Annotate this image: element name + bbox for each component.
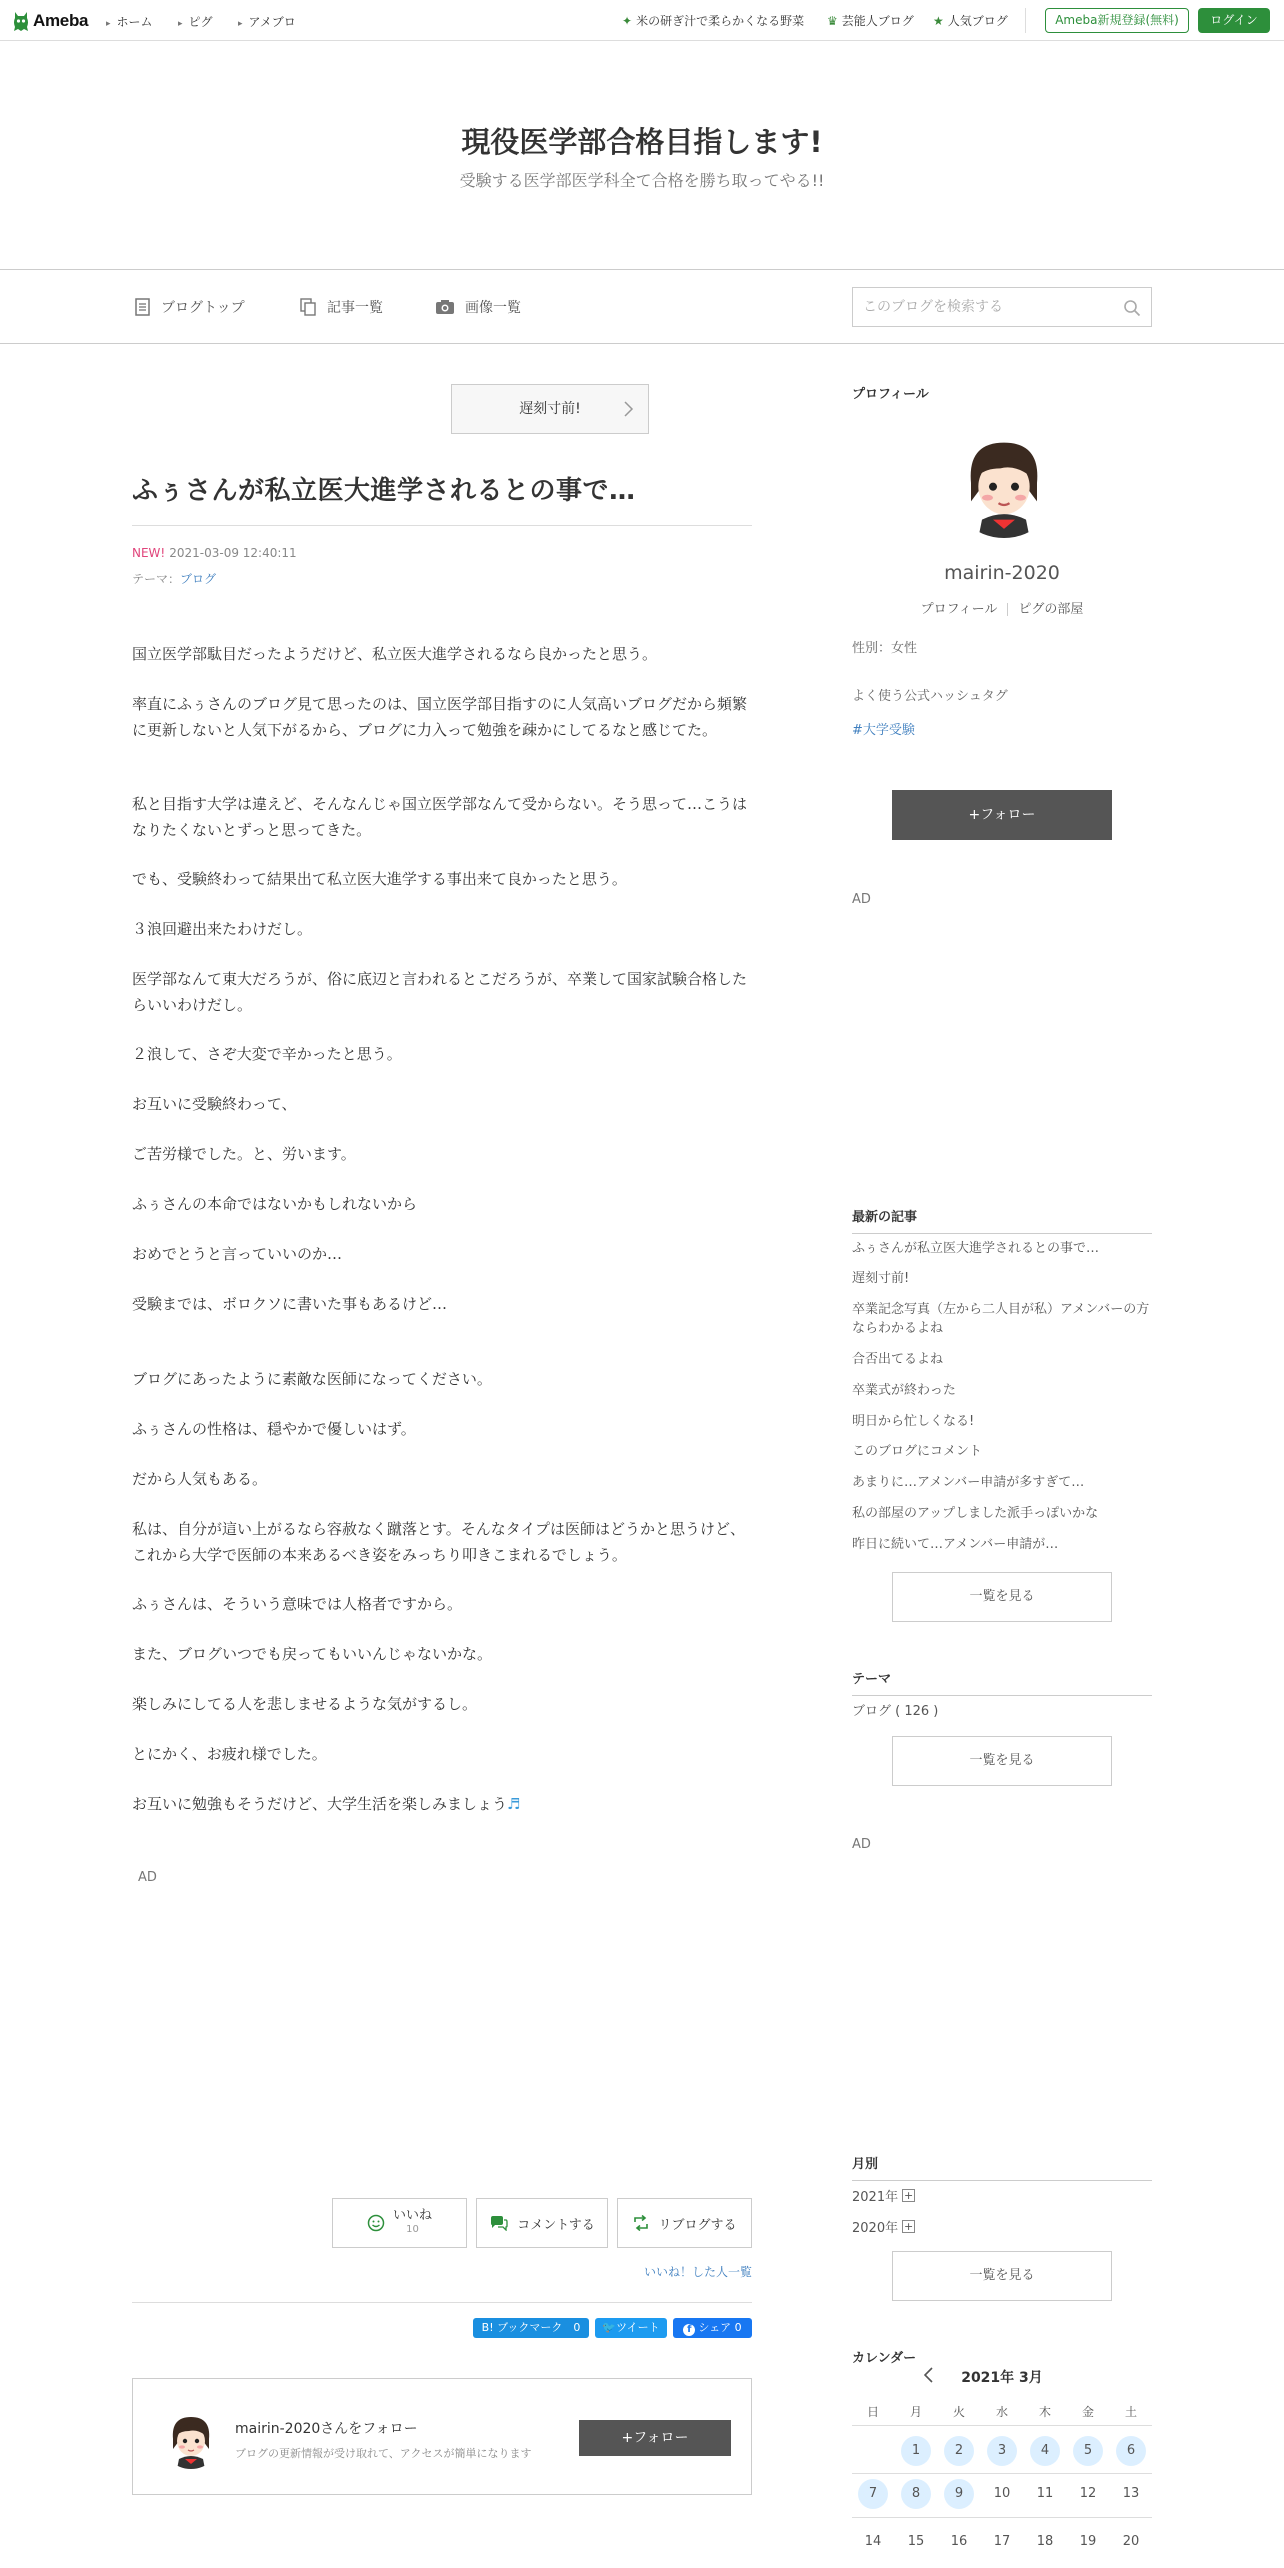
expand-icon[interactable]: +: [903, 2220, 914, 2233]
divider: [1025, 8, 1026, 33]
entry-paragraph: ご苦労様でした。と、労います。: [132, 1145, 356, 1163]
reblog-icon: [632, 2215, 650, 2231]
reblog-button[interactable]: [617, 2198, 752, 2248]
blog-nav: [0, 269, 1284, 344]
profile-gender: 性別：女性: [852, 641, 918, 656]
entry-paragraph: ふぅさんは、そういう意味では人格者ですから。: [132, 1595, 463, 1613]
calendar-day[interactable]: 2: [944, 2436, 974, 2466]
calendar-day[interactable]: 9: [944, 2479, 974, 2509]
nav-blog-top[interactable]: [135, 297, 245, 317]
entry-paragraph: また、ブログいつでも戻ってもいいんじゃないかな。: [132, 1645, 493, 1663]
calendar-day: 14: [864, 2534, 882, 2549]
copy-icon: [300, 298, 317, 316]
nav-image-list[interactable]: [435, 297, 521, 317]
theme-heading: テーマ: [852, 1668, 1152, 1696]
ameba-logo-text: Ameba: [33, 11, 89, 30]
profile-links: [852, 598, 1152, 617]
entry-paragraph: 私は、自分が這い上がるなら容赦なく蹴落とす。そんなタイプは医師はどうかと思うけど、これから大学で医師の本来あるべき姿をみっちり叩きこまれるでしょう。: [132, 1520, 746, 1564]
avatar[interactable]: [161, 2409, 221, 2469]
calendar-month: 2021年 3月: [961, 2370, 1043, 2386]
like-button[interactable]: [332, 2198, 467, 2248]
calendar-day[interactable]: 1: [901, 2436, 931, 2466]
ad-label: AD: [852, 892, 871, 907]
follow-card-desc: ブログの更新情報が受け取れて、アクセスが簡単になります: [235, 2447, 532, 2460]
recent-entry-link[interactable]: 昨日に続いて…アメンバー申請が…: [852, 1537, 1059, 1552]
calendar-day[interactable]: 6: [1116, 2436, 1146, 2466]
weekday-label: 日: [866, 2405, 879, 2419]
calendar-day: 15: [907, 2534, 925, 2549]
entry-theme: [132, 570, 216, 587]
popular-blog-label: 人気ブログ: [947, 14, 1008, 28]
entry-paragraph: ２浪して、さぞ大変で辛かったと思う。: [132, 1045, 402, 1063]
entry-paragraph: 国立医学部駄目だったようだけど、私立医大進学されるなら良かったと思う。: [132, 645, 658, 663]
trend-link[interactable]: [622, 12, 804, 29]
smile-icon: [367, 2214, 385, 2232]
hatena-bookmark-button[interactable]: B! ブックマーク 0: [473, 2318, 589, 2338]
calendar-day[interactable]: 7: [858, 2479, 888, 2509]
nav-pigg[interactable]: ▸ ピグ: [178, 13, 213, 30]
entry-paragraph: おめでとうと言っていいのか…: [132, 1245, 343, 1263]
entry-paragraph: 医学部なんて東大だろうが、俗に底辺と言われるとこだろうが、卒業して国家試験合格したらいいわけだし。: [132, 970, 748, 1014]
month-label: 2020年: [852, 2221, 899, 2236]
ad-label: AD: [852, 1837, 871, 1852]
entry-paragraph: 私と目指す大学は違えど、そんなんじゃ国立医学部なんて受からない。そう思って…こうはなりたくないとずっと思ってきた。: [132, 795, 748, 839]
monthly-list-button[interactable]: 一覧を見る: [892, 2251, 1112, 2301]
new-badge: NEW!: [132, 546, 166, 560]
calendar-day: 11: [1036, 2486, 1054, 2501]
popular-blog-link[interactable]: [933, 12, 1008, 29]
monthly-heading: 月別: [852, 2153, 1152, 2181]
avatar-image: [161, 2409, 221, 2469]
hashtag-label: よく使う公式ハッシュタグ: [852, 689, 1008, 704]
comment-button[interactable]: [476, 2198, 608, 2248]
follow-card-name: mairin-2020さんをフォロー: [235, 2421, 418, 2437]
recent-entry-link[interactable]: このブログにコメント: [852, 1444, 983, 1459]
recent-entry-link[interactable]: あまりに…アメンバー申請が多すぎて…: [852, 1475, 1085, 1490]
entry-theme-prefix: テーマ：: [132, 572, 181, 586]
avatar-image: [949, 428, 1059, 538]
nav-ameblo[interactable]: ▸ アメブロ: [238, 13, 296, 30]
recent-entry-link[interactable]: 明日から忙しくなる!: [852, 1414, 975, 1429]
entry-paragraph: 楽しみにしてる人を悲しませるような気がするし。: [132, 1695, 478, 1713]
entry-paragraph: とにかく、お疲れ様でした。: [132, 1745, 327, 1763]
month-item-2020[interactable]: [852, 2217, 915, 2236]
entry-paragraph: ふぅさんの本命ではないかもしれないから: [132, 1195, 418, 1213]
facebook-icon: f: [683, 2324, 695, 2336]
entry-paragraph: ブログにあったように素敵な医師になってください。: [132, 1370, 492, 1388]
entry-theme-link[interactable]: ブログ: [180, 572, 217, 586]
blog-subtitle: 受験する医学部医学科全て合格を勝ち取ってやる!!: [459, 171, 825, 190]
profile-avatar[interactable]: [949, 428, 1059, 538]
entry-paragraph: 受験までは、ボロクソに書いた事もあるけど…: [132, 1295, 448, 1313]
entry-paragraph-text: お互いに勉強もそうだけど、大学生活を楽しみましょう: [132, 1795, 508, 1813]
nav-image-list-label: 画像一覧: [465, 300, 521, 316]
recent-entry-link[interactable]: 私の部屋のアップしました派手っぽいかな: [852, 1506, 1099, 1521]
blog-search-input[interactable]: [853, 288, 1113, 326]
entry-paragraph: 率直にふぅさんのブログ見て思ったのは、国立医学部目指すのに人気高いブログだから頻繁に更新しないと人気下がるから、ブログに力入って勉強を疎かにしてるなと感じてた。: [132, 695, 748, 739]
calendar-day: 13: [1122, 2486, 1140, 2501]
follow-button[interactable]: +フォロー: [579, 2420, 731, 2456]
calendar-day: 19: [1079, 2534, 1097, 2549]
star-icon: ★: [933, 13, 944, 28]
calendar-day[interactable]: 8: [901, 2479, 931, 2509]
divider: [1007, 603, 1008, 616]
calendar-day[interactable]: 3: [987, 2436, 1017, 2466]
month-item-2021[interactable]: [852, 2186, 915, 2205]
ameba-logo[interactable]: [12, 9, 88, 33]
comment-icon: [489, 2215, 509, 2231]
recent-entry-link[interactable]: ふぅさんが私立医大進学されるとの事で…: [852, 1241, 1100, 1256]
entry-title[interactable]: ふぅさんが私立医大進学されるとの事で…: [132, 476, 636, 506]
profile-heading: プロフィール: [852, 387, 929, 402]
expand-icon[interactable]: +: [903, 2189, 914, 2202]
calendar-day: 20: [1122, 2534, 1140, 2549]
global-header: [0, 0, 1284, 41]
nav-blog-top-label: ブログトップ: [161, 300, 245, 316]
divider: [852, 2473, 1152, 2474]
weekday-label: 水: [995, 2405, 1008, 2419]
entry-paragraph: お互いに受験終わって、: [132, 1095, 297, 1113]
trend-link-label: 米の研ぎ汁で柔らかくなる野菜: [636, 14, 805, 28]
entry-paragraph: ふぅさんの性格は、穏やかで優しいはず。: [132, 1420, 416, 1438]
nav-entry-list[interactable]: [300, 297, 383, 317]
weekday-label: 土: [1124, 2405, 1137, 2419]
weekday-label: 月: [909, 2405, 922, 2419]
nav-entry-list-label: 記事一覧: [327, 300, 383, 316]
calendar-day: 17: [993, 2534, 1011, 2549]
profile-name[interactable]: mairin-2020: [944, 562, 1060, 584]
follow-card: [132, 2378, 752, 2495]
document-icon: [135, 298, 151, 316]
music-note-icon: ♬: [507, 1795, 521, 1813]
recent-list-button[interactable]: 一覧を見る: [892, 1572, 1112, 1622]
recent-heading: 最新の記事: [852, 1206, 1152, 1234]
entry-meta: [132, 546, 297, 560]
recent-entry-link[interactable]: 卒業記念写真（左から二人目が私）アメンバーの方ならわかるよね: [852, 1302, 1150, 1336]
entry-paragraph: だから人気もある。: [132, 1470, 268, 1488]
divider: [852, 2425, 1152, 2426]
sidebar-follow-button[interactable]: +フォロー: [892, 790, 1112, 840]
chevron-right-icon: [618, 399, 638, 419]
blog-search: [852, 287, 1152, 327]
login-button[interactable]: ログイン: [1198, 8, 1270, 33]
calendar-day: 10: [993, 2486, 1011, 2501]
crown-icon: ♛: [827, 13, 838, 28]
nav-home[interactable]: ▸ ホーム: [106, 13, 153, 30]
search-icon[interactable]: [1123, 299, 1141, 317]
divider: [852, 2517, 1152, 2518]
like-count: 10: [406, 2224, 419, 2235]
celebrity-blog-label: 芸能人ブログ: [841, 14, 914, 28]
divider: [132, 2302, 752, 2303]
facebook-share-button[interactable]: [673, 2318, 752, 2338]
entry-paragraph: ３浪回避出来たわけだし。: [132, 920, 313, 938]
comment-label: コメントする: [517, 2217, 595, 2233]
entry-datetime: 2021-03-09 12:40:11: [169, 546, 297, 560]
ad-label: AD: [138, 1870, 157, 1885]
divider: [132, 525, 752, 526]
recent-entry-link[interactable]: 合否出てるよね: [852, 1352, 944, 1367]
sparkle-icon: ✦: [622, 13, 633, 28]
bird-icon: 🐦: [602, 2321, 617, 2334]
recent-entry-link[interactable]: 遅刻寸前!: [852, 1271, 910, 1286]
calendar-heading: カレンダー: [852, 2351, 917, 2366]
register-button[interactable]: Ameba新規登録(無料): [1045, 8, 1189, 33]
entry-paragraph: でも、受験終わって結果出て私立医大進学する事出来て良かったと思う。: [132, 870, 627, 888]
prev-entry-label: 遅刻寸前!: [519, 401, 581, 417]
month-label: 2021年: [852, 2190, 899, 2205]
tweet-label: ツイート: [616, 2321, 660, 2334]
theme-list-button[interactable]: 一覧を見る: [892, 1736, 1112, 1786]
profile-link[interactable]: プロフィール: [920, 602, 998, 617]
calendar-day[interactable]: 5: [1073, 2436, 1103, 2466]
like-list-link[interactable]: いいね！した人一覧: [643, 2265, 752, 2279]
camera-icon: [435, 299, 455, 315]
pig-room-link[interactable]: ピグの部屋: [1018, 602, 1084, 617]
weekday-label: 火: [952, 2405, 965, 2419]
ameba-logo-icon: [12, 10, 30, 32]
prev-entry-link[interactable]: [451, 384, 649, 434]
facebook-share-label: シェア 0: [698, 2321, 742, 2334]
like-label: いいね: [392, 2208, 432, 2223]
hashtag-link[interactable]: #大学受験: [852, 723, 915, 738]
weekday-label: 木: [1038, 2405, 1051, 2419]
calendar-day: 12: [1079, 2486, 1097, 2501]
like-label-group: [393, 2209, 432, 2237]
theme-link[interactable]: ブログ ( 126 ): [852, 1704, 939, 1719]
entry-paragraph-last: [132, 1791, 520, 1817]
calendar-day: 18: [1036, 2534, 1054, 2549]
reblog-label: リブログする: [658, 2217, 737, 2233]
weekday-label: 金: [1081, 2405, 1094, 2419]
calendar-day: 16: [950, 2534, 968, 2549]
blog-title[interactable]: 現役医学部合格目指します!: [461, 125, 823, 159]
recent-entry-link[interactable]: 卒業式が終わった: [852, 1383, 956, 1398]
tweet-button[interactable]: [595, 2318, 667, 2338]
calendar-day[interactable]: 4: [1030, 2436, 1060, 2466]
celebrity-blog-link[interactable]: [827, 12, 914, 29]
